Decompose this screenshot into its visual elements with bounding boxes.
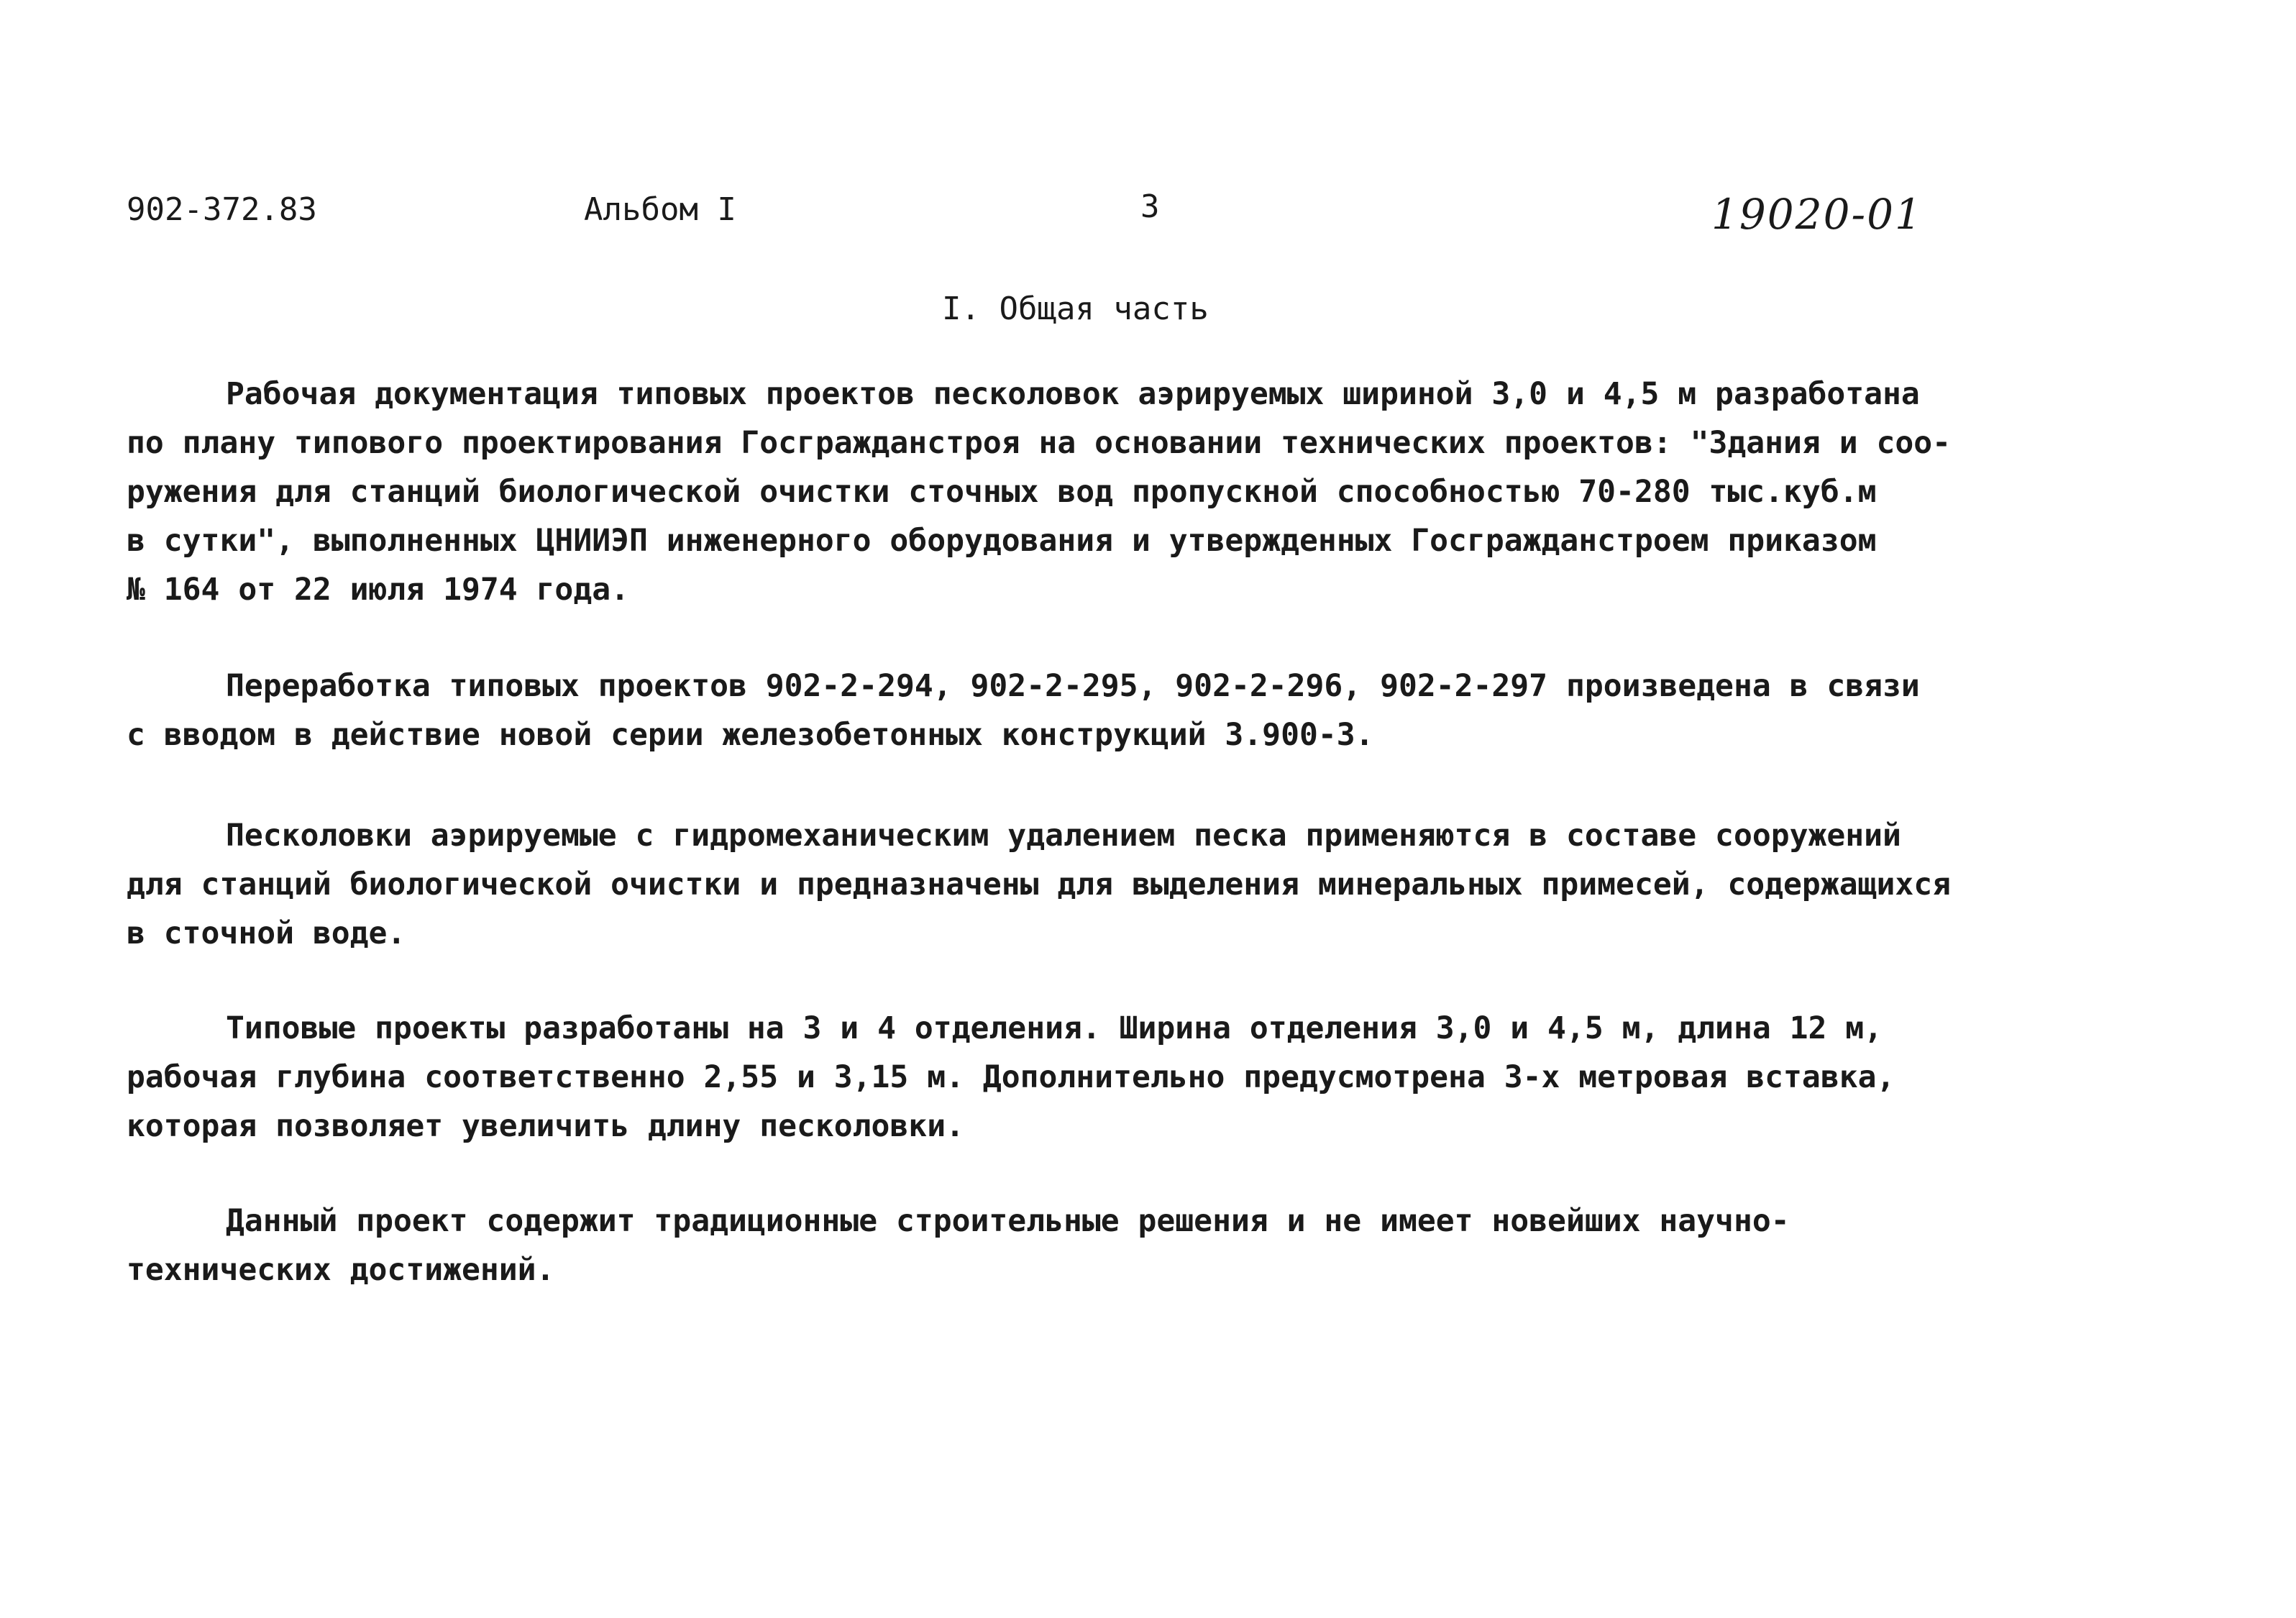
handwritten-inventory-number: 19020-01: [1711, 190, 1923, 239]
document-code: 902-372.83: [127, 191, 317, 228]
album-label: Альбом I: [584, 191, 736, 228]
paragraph-line: № 164 от 22 июля 1974 года.: [127, 572, 629, 608]
paragraph-working-documentation: [127, 370, 2126, 614]
paragraph-line: Переработка типовых проектов 902-2-294, 902-2-295, 902-2-296, 902-2-297 произведена в связи: [226, 668, 1920, 704]
paragraph-line: для станций биологической очистки и предназначены для выделения минеральных примесей, содержащихся: [127, 867, 1952, 902]
paragraph-revision: [127, 662, 2126, 759]
paragraph-line: ружения для станций биологической очистки сточных вод пропускной способностью 70-280 тыс.куб.м: [127, 474, 1877, 510]
paragraph-line: в сутки", выполненных ЦНИИЭП инженерного оборудования и утвержденных Госгражданстроем приказом: [127, 523, 1877, 559]
section-title: I. Общая часть: [942, 291, 1209, 327]
paragraph-line: с вводом в действие новой серии железобетонных конструкций 3.900-3.: [127, 717, 1374, 753]
paragraph-application: [127, 811, 2126, 958]
paragraph-line: технических достижений.: [127, 1252, 555, 1288]
paragraph-dimensions: [127, 1004, 2126, 1151]
paragraph-line: Песколовки аэрируемые с гидромеханическим удалением песка применяются в составе сооружений: [226, 818, 1901, 854]
paragraph-line: Данный проект содержит традиционные строительные решения и не имеет новейших научно-: [226, 1203, 1790, 1239]
page-number: 3: [1140, 188, 1160, 225]
paragraph-line: Типовые проекты разработаны на 3 и 4 отделения. Ширина отделения 3,0 и 4,5 м, длина 12 м,: [226, 1010, 1883, 1046]
paragraph-line: Рабочая документация типовых проектов песколовок аэрируемых шириной 3,0 и 4,5 м разработана: [226, 376, 1920, 412]
paragraph-line: по плану типового проектирования Госгражданстроя на основании технических проектов: "Здания и соо-: [127, 425, 1952, 461]
paragraph-line: в сточной воде.: [127, 915, 406, 951]
paragraph-line: которая позволяет увеличить длину песколовки.: [127, 1108, 964, 1144]
paragraph-line: рабочая глубина соответственно 2,55 и 3,15 м. Дополнительно предусмотрена 3-х метровая вставка,: [127, 1059, 1895, 1095]
paragraph-conclusion: [127, 1197, 2126, 1294]
